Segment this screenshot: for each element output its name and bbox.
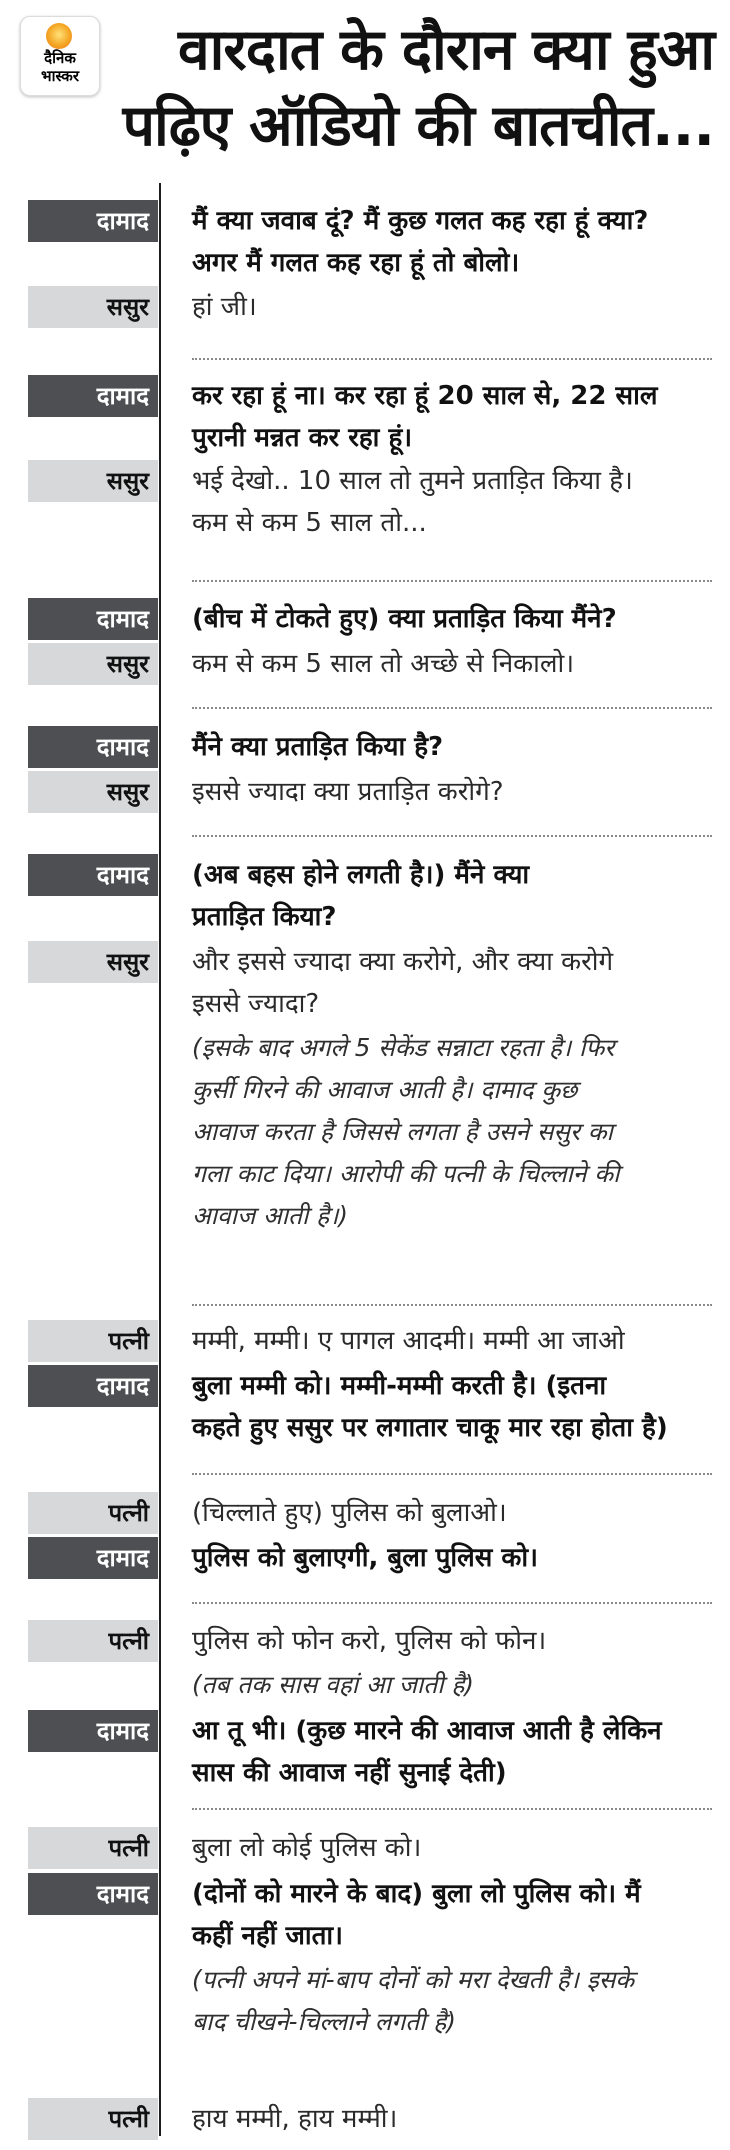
speaker-label: ससुर xyxy=(28,941,158,983)
sun-icon xyxy=(46,23,72,49)
speaker-label: पत्नी xyxy=(28,2098,158,2140)
dialogue-line: कहते हुए ससुर पर लगातार चाकू मार रहा होता है) xyxy=(192,1413,668,1443)
stage-note: कुर्सी गिरने की आवाज आती है। दामाद कुछ xyxy=(192,1075,578,1104)
section-divider xyxy=(192,1473,712,1475)
section-divider xyxy=(192,707,712,709)
speaker-label: दामाद xyxy=(28,598,158,640)
speaker-label: ससुर xyxy=(28,643,158,685)
dialogue-line: भई देखो.. 10 साल तो तुमने प्रताड़ित किया है। xyxy=(192,466,633,496)
dialogue-line: मम्मी, मम्मी। ए पागल आदमी। मम्मी आ जाओ xyxy=(192,1326,625,1356)
speaker-label: पत्नी xyxy=(28,1827,158,1869)
stage-note: (पत्नी अपने मां-बाप दोनों को मरा देखती है। इसके xyxy=(192,1965,635,1994)
dialogue-line: (अब बहस होने लगती है।) मैंने क्या xyxy=(192,860,530,890)
speaker-label: पत्नी xyxy=(28,1620,158,1662)
dialogue-line: पुलिस को बुलाएगी, बुला पुलिस को। xyxy=(192,1543,538,1573)
dialogue-line: इससे ज्यादा क्या प्रताड़ित करोगे? xyxy=(192,777,504,807)
dainik-bhaskar-logo xyxy=(20,16,100,96)
dialogue-line: मैं क्या जवाब दूं? मैं कुछ गलत कह रहा हूं क्या? xyxy=(192,206,649,236)
stage-note: आवाज करता है जिससे लगता है उसने ससुर का xyxy=(192,1117,613,1146)
dialogue-line: अगर मैं गलत कह रहा हूं तो बोलो। xyxy=(192,248,520,278)
section-divider xyxy=(192,358,712,360)
dialogue-line: इससे ज्यादा? xyxy=(192,989,320,1019)
dialogue-line: हां जी। xyxy=(192,292,257,322)
dialogue-line: और इससे ज्यादा क्या करोगे, और क्या करोगे xyxy=(192,947,614,977)
speaker-label: दामाद xyxy=(28,1873,158,1915)
headline-line1: वारदात के दौरान क्या हुआ xyxy=(177,17,714,83)
dialogue-line: सास की आवाज नहीं सुनाई देती) xyxy=(192,1758,507,1788)
dialogue-line: बुला लो कोई पुलिस को। xyxy=(192,1833,422,1863)
stage-note: (इसके बाद अगले 5 सेकेंड सन्नाटा रहता है। फिर xyxy=(192,1033,615,1062)
stage-note: (तब तक सास वहां आ जाती है) xyxy=(192,1670,474,1699)
dialogue-line: कम से कम 5 साल तो अच्छे से निकालो। xyxy=(192,649,575,679)
dialogue-line: प्रताड़ित किया? xyxy=(192,902,337,932)
logo-text-line2: भास्कर xyxy=(41,67,79,85)
logo-text-line1: दैनिक xyxy=(44,49,76,67)
dialogue-line: आ तू भी। (कुछ मारने की आवाज आती है लेकिन xyxy=(192,1716,662,1746)
dialogue-line: बुला मम्मी को। मम्मी-मम्मी करती है। (इतना xyxy=(192,1371,607,1401)
dialogue-line: मैंने क्या प्रताड़ित किया है? xyxy=(192,732,444,762)
speaker-label: ससुर xyxy=(28,460,158,502)
dialogue-line: हाय मम्मी, हाय मम्मी। xyxy=(192,2104,398,2134)
speaker-label: दामाद xyxy=(28,200,158,242)
dialogue-line: (बीच में टोकते हुए) क्या प्रताड़ित किया मैंने? xyxy=(192,604,617,634)
dialogue-line: पुरानी मन्नत कर रहा हूं। xyxy=(192,423,413,453)
headline-line2: पढ़िए ऑडियो की बातचीत... xyxy=(122,93,714,159)
speaker-label: पत्नी xyxy=(28,1492,158,1534)
dialogue-line: कर रहा हूं ना। कर रहा हूं 20 साल से, 22 साल xyxy=(192,381,658,411)
speaker-label: पत्नी xyxy=(28,1320,158,1362)
dialogue-line: कम से कम 5 साल तो... xyxy=(192,508,427,538)
stage-note: बाद चीखने-चिल्लाने लगती है) xyxy=(192,2007,456,2036)
dialogue-line: (चिल्लाते हुए) पुलिस को बुलाओ। xyxy=(192,1498,507,1528)
stage-note: गला काट दिया। आरोपी की पत्नी के चिल्लाने की xyxy=(192,1159,620,1188)
section-divider xyxy=(192,580,712,582)
speaker-label: दामाद xyxy=(28,1365,158,1407)
header xyxy=(0,0,730,178)
section-divider xyxy=(192,835,712,837)
stage-note: आवाज आती है।) xyxy=(192,1201,348,1230)
speaker-label: दामाद xyxy=(28,1710,158,1752)
speaker-label: दामाद xyxy=(28,726,158,768)
speaker-label: ससुर xyxy=(28,771,158,813)
section-divider xyxy=(192,1304,712,1306)
dialogue-line: कहीं नहीं जाता। xyxy=(192,1921,344,1951)
section-divider xyxy=(192,1808,712,1810)
headline xyxy=(94,12,714,164)
section-divider xyxy=(192,1602,712,1604)
speaker-label: ससुर xyxy=(28,286,158,328)
speaker-label: दामाद xyxy=(28,1537,158,1579)
timeline-rule xyxy=(159,183,161,2136)
dialogue-line: (दोनों को मारने के बाद) बुला लो पुलिस को। मैं xyxy=(192,1879,641,1909)
speaker-label: दामाद xyxy=(28,854,158,896)
speaker-label: दामाद xyxy=(28,375,158,417)
dialogue-line: पुलिस को फोन करो, पुलिस को फोन। xyxy=(192,1626,547,1656)
